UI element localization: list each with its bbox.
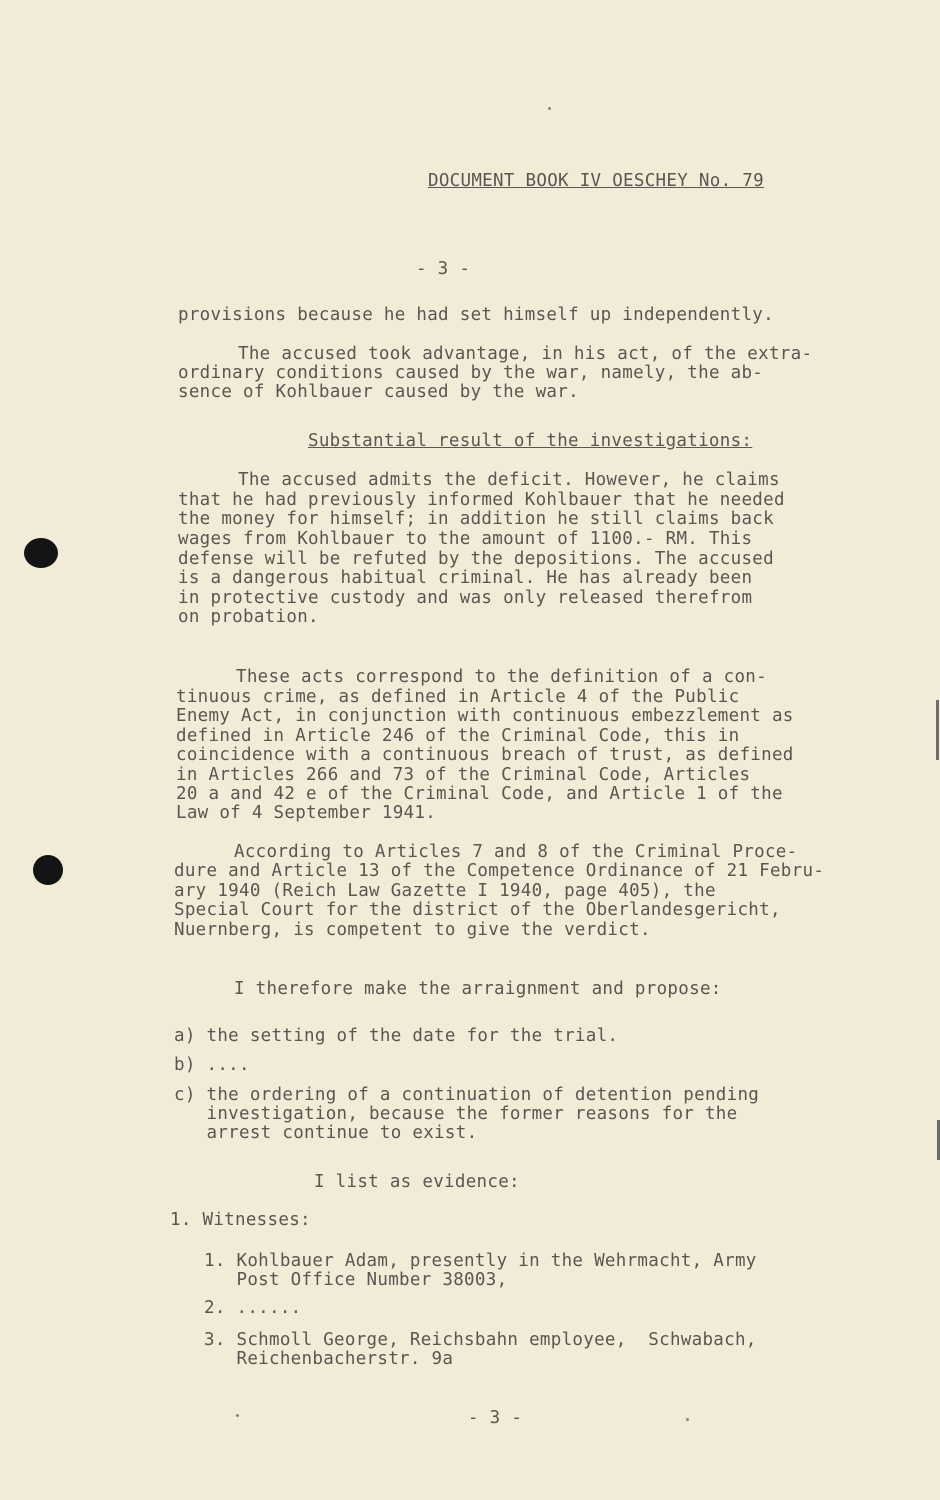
- proposal-c: investigation, because the former reasons for the: [174, 1104, 738, 1124]
- paragraph-line: sence of Kohlbauer caused by the war.: [178, 382, 579, 402]
- paragraph-line: is a dangerous habitual criminal. He has already been: [178, 568, 753, 588]
- evidence-intro: I list as evidence:: [314, 1172, 520, 1192]
- paragraph-line: Law of 4 September 1941.: [176, 803, 437, 823]
- proposal-a: a) the setting of the date for the trial.: [174, 1026, 619, 1046]
- paragraph-line: tinuous crime, as defined in Article 4 of the Public: [176, 687, 740, 707]
- page-number-bottom: - 3 -: [468, 1408, 523, 1428]
- proposal-c: arrest continue to exist.: [174, 1123, 478, 1143]
- witness-item: 2. ......: [204, 1298, 302, 1318]
- paragraph-line: defense will be refuted by the depositions. The accused: [178, 549, 774, 569]
- paragraph-line: Nuernberg, is competent to give the verdict.: [174, 920, 651, 940]
- paragraph-line: The accused took advantage, in his act, of the extra-: [238, 344, 813, 364]
- paragraph-line: defined in Article 246 of the Criminal Code, this in: [176, 726, 740, 746]
- paragraph-line: dure and Article 13 of the Competence Ordinance of 21 Febru-: [174, 861, 825, 881]
- paragraph-line: These acts correspond to the definition of a con-: [236, 667, 767, 687]
- proposal-c: c) the ordering of a continuation of detention pending: [174, 1085, 760, 1105]
- paragraph-line: According to Articles 7 and 8 of the Criminal Proce-: [234, 842, 798, 862]
- witness-item: 3. Schmoll George, Reichsbahn employee, Schwabach,: [204, 1330, 757, 1350]
- document-reference: DOCUMENT BOOK IV OESCHEY No. 79: [428, 171, 764, 191]
- witness-item: 1. Kohlbauer Adam, presently in the Wehrmacht, Army: [204, 1251, 757, 1271]
- speck: [686, 1418, 689, 1421]
- speck: [236, 1414, 239, 1417]
- paragraph-line: 20 a and 42 e of the Criminal Code, and Article 1 of the: [176, 784, 783, 804]
- punch-hole-bottom: [33, 855, 63, 885]
- paragraph-line: Enemy Act, in conjunction with continuous embezzlement as: [176, 706, 794, 726]
- speck: [548, 107, 551, 110]
- witness-item: Post Office Number 38003,: [204, 1270, 508, 1290]
- witnesses-label: 1. Witnesses:: [170, 1210, 311, 1230]
- paragraph-line: ordinary conditions caused by the war, namely, the ab-: [178, 363, 764, 383]
- paragraph-line: provisions because he had set himself up independently.: [178, 305, 774, 325]
- paragraph-line: that he had previously informed Kohlbauer that he needed: [178, 490, 785, 510]
- proposal-b: b) ....: [174, 1055, 250, 1075]
- paragraph-line: ary 1940 (Reich Law Gazette I 1940, page 405), the: [174, 881, 716, 901]
- paragraph-line: wages from Kohlbauer to the amount of 1100.- RM. This: [178, 529, 753, 549]
- punch-hole-top: [24, 538, 58, 568]
- paragraph-line: Special Court for the district of the Oberlandesgericht,: [174, 900, 781, 920]
- page-number-top: - 3 -: [416, 259, 471, 279]
- paragraph-line: the money for himself; in addition he still claims back: [178, 509, 774, 529]
- right-edge-mark: [936, 700, 939, 760]
- section-heading: Substantial result of the investigations:: [308, 431, 753, 451]
- witness-item: Reichenbacherstr. 9a: [204, 1349, 454, 1369]
- paragraph-line: I therefore make the arraignment and propose:: [234, 979, 722, 999]
- paragraph-line: on probation.: [178, 607, 319, 627]
- paragraph-line: The accused admits the deficit. However, he claims: [238, 470, 780, 490]
- paragraph-line: in protective custody and was only released therefrom: [178, 588, 753, 608]
- paragraph-line: coincidence with a continuous breach of trust, as defined: [176, 745, 794, 765]
- paragraph-line: in Articles 266 and 73 of the Criminal Code, Articles: [176, 765, 751, 785]
